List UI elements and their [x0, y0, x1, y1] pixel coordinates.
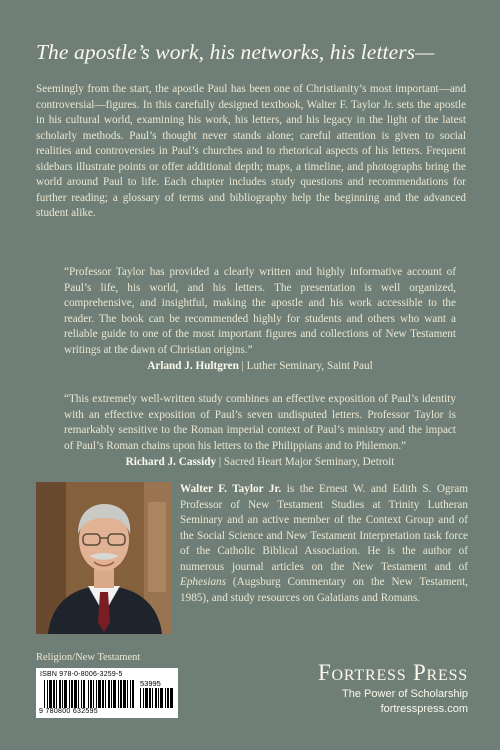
endorsement-1-attribution: [64, 359, 456, 375]
author-photo: [36, 482, 172, 634]
barcode-bars: [44, 680, 136, 708]
endorsement-2-quote: “This extremely well-written study combines an effective exposition of Paul’s identity with an effective exposition of Paul’s seven undisputed letters. Professor Taylor is remarkably sensitive to the Roman imperial context of Paul’s ministry and the impact of Paul’s Roman chains upon his letters to the Philippians and to Philemon.”: [64, 393, 456, 452]
back-cover-headline: The apostle’s work, his networks, his letters—: [36, 40, 435, 64]
endorser-2-affiliation: | Sacred Heart Major Seminary, Detroit: [216, 456, 395, 468]
author-name: Walter F. Taylor Jr.: [180, 483, 282, 495]
publisher-logo: Fortress Press: [317, 660, 468, 685]
book-description: Seemingly from the start, the apostle Paul has been one of Christianity’s most important—and controversial—figures. In this carefully designed textbook, Walter F. Taylor Jr. sets the apostle in his cultural world, examining his work, his letters, and his legacy in the light of the latest scholarly methods. Paul’s thought never stands alone; careful attention is given to social realities and controversies in Paul’s churches and to rhetorical aspects of his letters. Frequent sidebars illustrate points or offer additional depth; maps, a timeline, and photographs bring the world around Paul to life. Each chapter includes study questions and recommendations for further reading; a glossary of terms and bibliography help the beginning and the advanced student alike.: [36, 83, 466, 219]
ean-digits: 9 780800 632595: [39, 708, 98, 715]
isbn-barcode: [36, 668, 178, 718]
price-code: 53995: [140, 679, 161, 688]
author-bio: [180, 482, 468, 606]
book-title-ephesians: Ephesians: [180, 576, 226, 588]
endorser-1-affiliation: | Luther Seminary, Saint Paul: [238, 360, 373, 372]
publisher-tagline: The Power of Scholarship: [342, 688, 468, 700]
endorser-1-name: Arland J. Hultgren: [147, 360, 239, 372]
endorsement-1: [64, 265, 456, 375]
endorsement-2-attribution: [64, 455, 456, 471]
publisher-block: [244, 660, 468, 715]
endorsement-2: [64, 392, 456, 471]
author-bio-text-2: (Augsburg Commentary on the New Testament, 1985), and study resources on Galatians and Romans.: [180, 576, 468, 604]
price-barcode-bars: [140, 688, 174, 708]
author-portrait-illustration: [36, 482, 172, 634]
author-bio-text-1: is the Ernest W. and Edith S. Ogram Professor of New Testament Studies at Trinity Lutheran Seminary and an active member of the Context Group and of the Social Science and New Testament Interpretation task force of the Catholic Biblical Association. He is the author of numerous journal articles on the New Testament and of: [180, 483, 468, 573]
publisher-url: fortresspress.com: [380, 703, 468, 715]
endorsement-1-quote: “Professor Taylor has provided a clearly written and highly informative account of Paul’s life, his world, and his letters. The presentation is well organized, comprehensive, and insightful, making the apostle and his work accessible to the reader. The book can be recommended highly for students and others who want a reliable guide to one of the most important figures and collections of New Testament writings at the dawn of Christian origins.”: [64, 266, 456, 356]
endorser-2-name: Richard J. Cassidy: [125, 456, 217, 468]
subject-category: Religion/New Testament: [36, 652, 141, 663]
isbn-label: ISBN 978-0-8006-3259-5: [40, 671, 123, 678]
